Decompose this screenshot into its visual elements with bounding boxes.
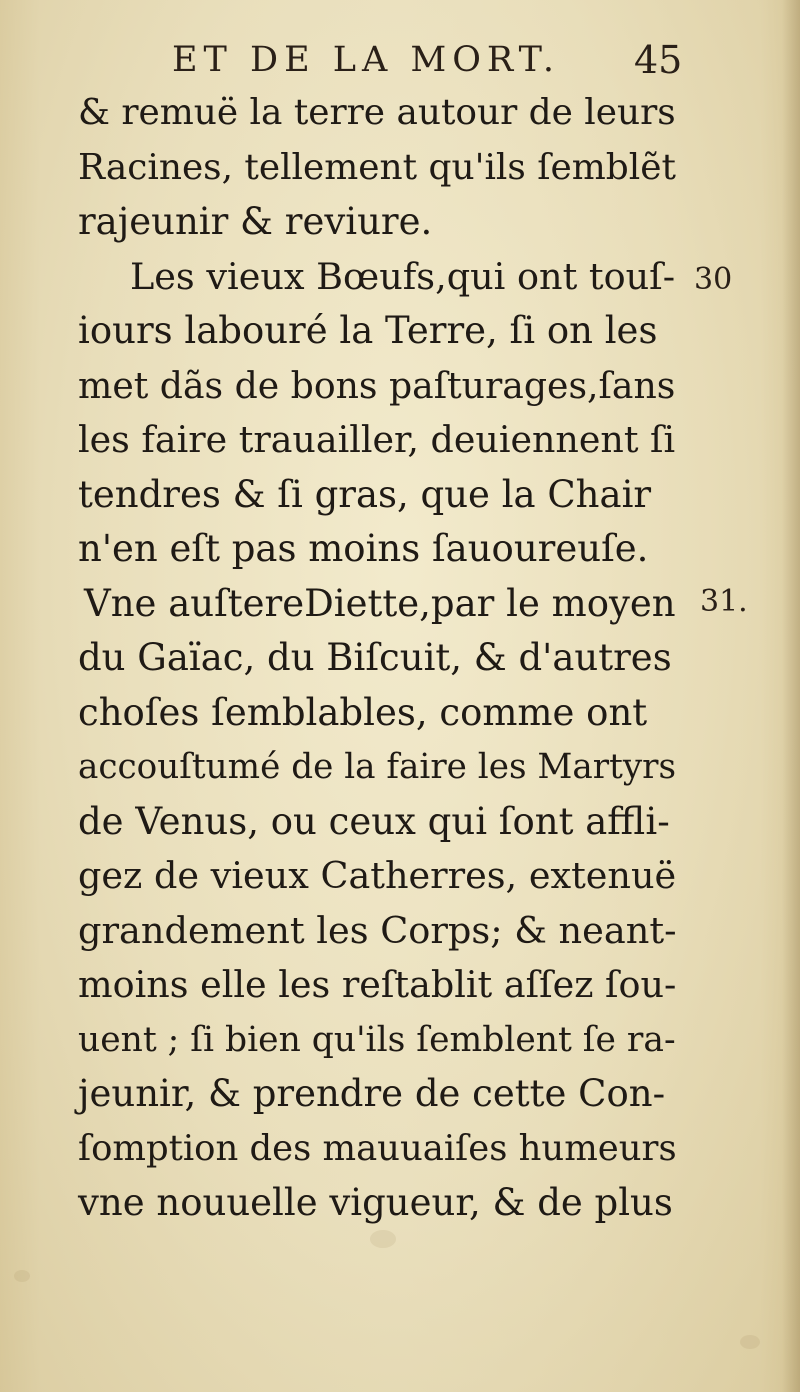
body-text <box>78 86 678 1231</box>
text-line: Les vieux Bœufs,qui ont touſ- <box>130 254 676 298</box>
paper-stain <box>740 1335 760 1349</box>
margin-note-31: 31. <box>700 584 748 619</box>
text-line: moins elle les reſtablit aſſez ſou- <box>78 963 677 1006</box>
text-line: Vne auſtereDiette,par le moyen <box>84 581 676 625</box>
text-line: Racines, tellement qu'ils ſemblẽt <box>78 146 676 188</box>
paper-stain <box>14 1270 30 1282</box>
text-line: accouſtumé de la faire les Martyrs <box>78 747 677 787</box>
text-line: & remuë la terre autour de leurs <box>78 92 676 133</box>
paper-stain <box>370 1230 396 1248</box>
page-number: 45 <box>634 38 683 82</box>
text-line: de Venus, ou ceux qui ſont affli- <box>78 799 670 843</box>
text-line: tendres & ſi gras, que la Chair <box>78 472 652 516</box>
text-line: grandement les Corps; & neant- <box>78 908 677 952</box>
text-line: rajeunir & reviure. <box>78 200 433 243</box>
text-line: choſes ſemblables, comme ont <box>78 690 648 734</box>
margin-note-30: 30 <box>694 262 733 297</box>
text-line: met dãs de bons paſturages,ſans <box>78 363 676 407</box>
text-line: du Gaïac, du Biſcuit, & d'autres <box>78 636 672 679</box>
text-line: gez de vieux Catherres, extenuë <box>78 854 677 897</box>
running-title: ET DE LA MORT. <box>172 40 560 80</box>
text-line: iours labouré la Terre, ſi on les <box>78 309 658 352</box>
text-line: jeunir, & prendre de cette Con- <box>78 1072 666 1115</box>
text-line: ſomption des mauuaiſes humeurs <box>78 1127 677 1169</box>
text-line: les faire trauailler, deuiennent ſi <box>78 418 676 461</box>
text-line: uent ; ſi bien qu'ils ſemblent ſe ra- <box>78 1019 676 1060</box>
page-edge-shadow <box>782 0 800 1392</box>
text-line: n'en eſt pas moins ſauoureuſe. <box>78 527 649 570</box>
text-line: vne nouuelle vigueur, & de plus <box>78 1181 673 1224</box>
